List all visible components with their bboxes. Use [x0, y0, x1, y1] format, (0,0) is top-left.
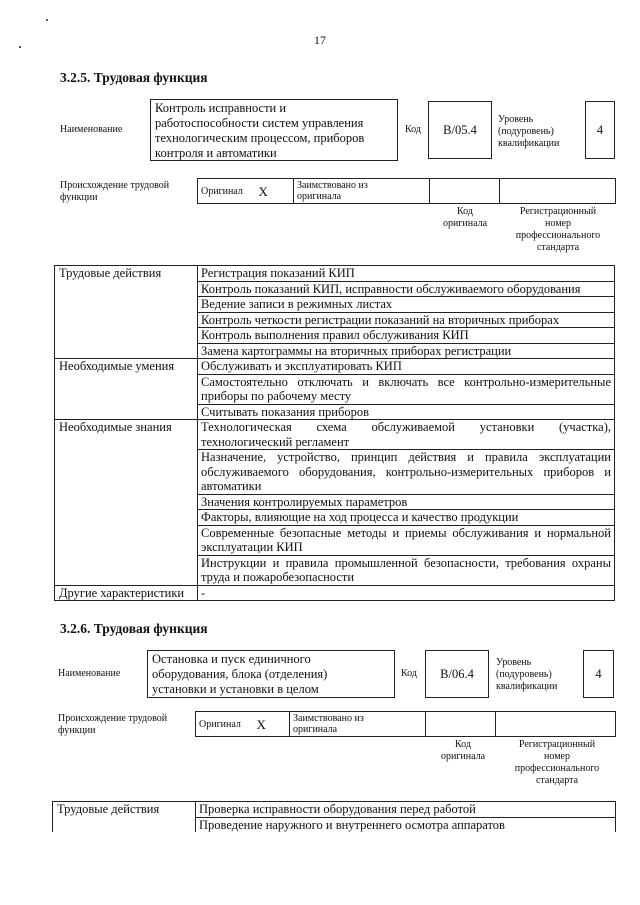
other-label: Другие характеристики [55, 585, 198, 601]
level-box [585, 101, 615, 159]
function-name-box [150, 99, 398, 161]
origin-label [58, 713, 167, 737]
skill-item: Самостоятельно отключать и включать все контрольно-измерительные приборы по рабочему месту [198, 374, 615, 404]
caption-line: стандарта [536, 242, 580, 253]
original-label: Оригинал [198, 179, 256, 204]
knowledge-item: Современные безопасные методы и приемы обслуживания и нормальной эксплуатации КИП [198, 525, 615, 555]
other-value: - [198, 585, 615, 601]
borrowed-label-line: Заимствовано из [297, 180, 368, 191]
level-label-line: (подуровень) [498, 126, 554, 137]
origin-table [195, 711, 616, 737]
caption-line: номер [545, 218, 571, 229]
level-value: 4 [596, 122, 604, 137]
labor-function-table [52, 801, 616, 832]
action-item: Проверка исправности оборудования перед работой [196, 802, 616, 818]
borrowed-label [294, 179, 430, 204]
function-name-line: контроля и автоматики [155, 146, 277, 160]
caption-line: оригинала [440, 751, 486, 762]
knowledge-item: Значения контролируемых параметров [198, 494, 615, 510]
origin-label-line: Происхождение трудовой [58, 713, 168, 724]
caption-line: профессионального [515, 230, 601, 241]
name-label: Наименование [60, 124, 123, 135]
origin-table [197, 178, 616, 204]
action-item: Контроль выполнения правил обслуживания КИП [198, 328, 615, 344]
caption-registration [500, 206, 616, 254]
caption-registration [498, 739, 616, 787]
action-item: Замена картограммы на вторичных приборах регистрации [198, 343, 615, 359]
knowledge-label: Необходимые знания [55, 420, 198, 586]
code-label: Код [405, 124, 421, 135]
origin-label-line: Происхождение трудовой [60, 180, 170, 191]
caption-line: Регистрационный [519, 206, 597, 217]
function-name-line: оборудования, блока (отделения) [152, 667, 328, 681]
level-value: 4 [595, 666, 602, 681]
function-name-box [147, 650, 395, 698]
code-value: В/05.4 [443, 122, 477, 137]
code-box [428, 101, 492, 159]
code-value: В/06.4 [440, 666, 474, 681]
level-box [583, 650, 614, 698]
action-item: Контроль четкости регистрации показаний на вторичных приборах [198, 312, 615, 328]
section-title: 3.2.5. Трудовая функция [60, 70, 208, 85]
borrowed-label [290, 712, 426, 737]
scan-dot [46, 19, 48, 21]
borrowed-label-line: оригинала [297, 191, 342, 202]
origin-label-line: функции [58, 725, 96, 736]
caption-code [430, 206, 500, 230]
skills-label: Необходимые умения [55, 359, 198, 420]
registration-number-cell [496, 712, 616, 737]
knowledge-item: Технологическая схема обслуживаемой установки (участка), технологический регламент [198, 420, 615, 450]
action-item: Ведение записи в режимных листах [198, 297, 615, 313]
level-label-line: квалификации [496, 681, 558, 692]
original-mark: X [254, 712, 290, 737]
action-item: Контроль показаний КИП, исправности обслуживаемого оборудования [198, 281, 615, 297]
labor-function-table [54, 265, 615, 601]
function-name-line: Остановка и пуск единичного [152, 652, 311, 666]
registration-number-cell [500, 179, 616, 204]
code-label: Код [401, 668, 417, 679]
level-label-line: Уровень [496, 657, 532, 668]
borrowed-label-line: оригинала [293, 724, 338, 735]
skill-item: Обслуживать и эксплуатировать КИП [198, 359, 615, 375]
section-title: 3.2.6. Трудовая функция [60, 621, 208, 636]
page-number: 17 [314, 33, 326, 47]
actions-label: Трудовые действия [55, 266, 198, 359]
caption-line: профессионального [514, 763, 600, 774]
caption-line: оригинала [442, 218, 488, 229]
caption-line: Регистрационный [518, 739, 596, 750]
actions-label: Трудовые действия [53, 802, 196, 833]
origin-code-cell [426, 712, 496, 737]
function-name-line: работоспособности систем управления [155, 116, 364, 130]
knowledge-item: Инструкции и правила промышленной безопасности, требования охраны труда и пожаробезопасности [198, 555, 615, 585]
caption-line: номер [544, 751, 570, 762]
level-label-line: квалификации [498, 138, 560, 149]
action-item: Проведение наружного и внутреннего осмотра аппаратов [196, 817, 616, 832]
name-label: Наименование [58, 668, 121, 679]
level-label-line: Уровень [498, 114, 534, 125]
knowledge-item: Факторы, влияющие на ход процесса и качество продукции [198, 510, 615, 526]
borrowed-label-line: Заимствовано из [293, 713, 364, 724]
function-name-line: Контроль исправности и [155, 101, 287, 115]
caption-line: Код [455, 739, 471, 750]
origin-code-cell [430, 179, 500, 204]
level-label-line: (подуровень) [496, 669, 552, 680]
caption-code [428, 739, 498, 763]
caption-line: стандарта [535, 775, 579, 786]
function-name-line: установки и установки в целом [152, 682, 319, 696]
function-name-line: технологическим процессом, приборов [155, 131, 365, 145]
level-label [496, 657, 557, 693]
level-label [498, 114, 559, 150]
action-item: Регистрация показаний КИП [198, 266, 615, 282]
original-label: Оригинал [196, 712, 254, 737]
caption-line: Код [457, 206, 473, 217]
origin-label-line: функции [60, 192, 98, 203]
knowledge-item: Назначение, устройство, принцип действия и правила эксплуатации обслуживаемого оборудования, контрольно-измерительных приборов и автоматики [198, 450, 615, 495]
code-box [425, 650, 489, 698]
origin-label [60, 180, 169, 204]
original-mark: X [256, 179, 294, 204]
skill-item: Считывать показания приборов [198, 404, 615, 420]
